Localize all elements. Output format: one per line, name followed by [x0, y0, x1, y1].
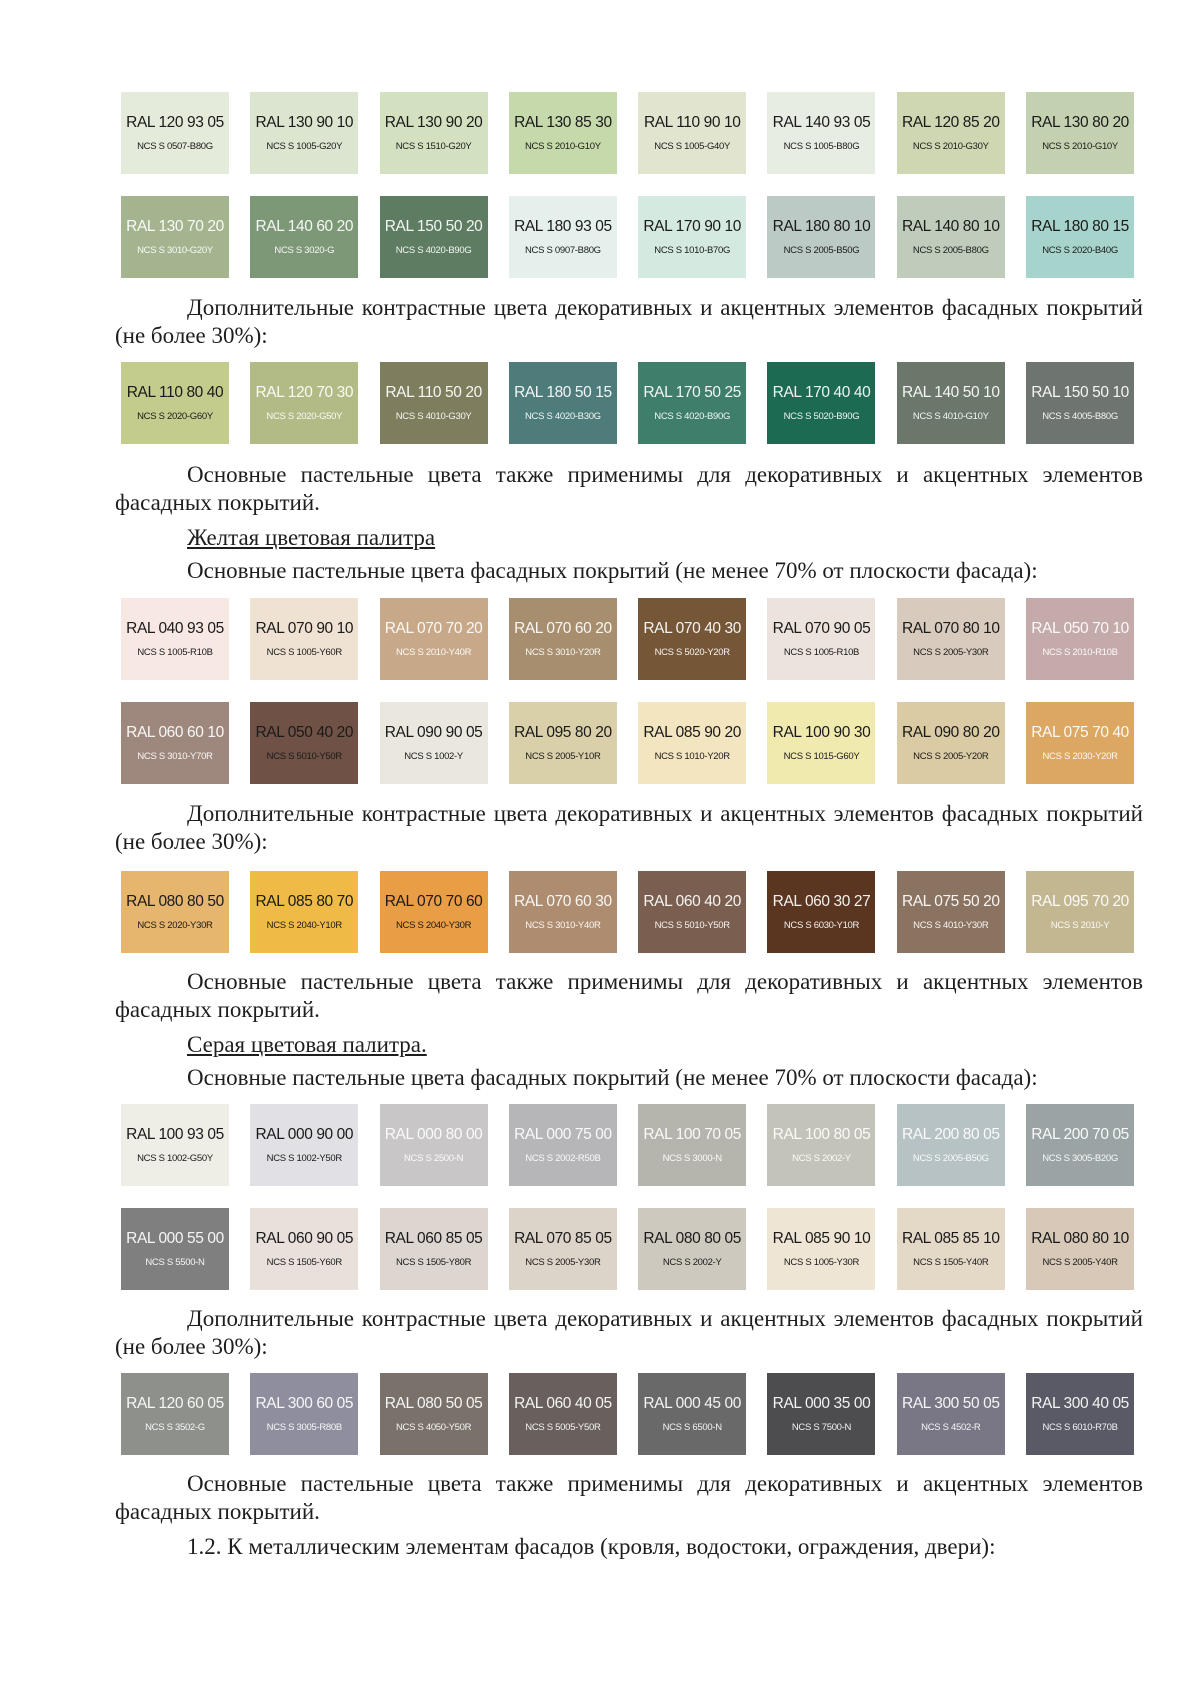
ral-code: RAL 000 90 00 — [255, 1126, 354, 1143]
color-swatch — [638, 1208, 746, 1290]
ncs-code: NCS S 2040-Y30R — [395, 920, 472, 931]
ral-code: RAL 140 60 20 — [255, 218, 354, 235]
ncs-code: NCS S 2002-Y — [792, 1153, 851, 1164]
ncs-code: NCS S 1005-R10B — [137, 647, 213, 658]
color-swatch — [638, 196, 746, 278]
pastel-note-paragraph: Основные пастельные цвета также применимы для декоративных и акцентных элементов фасадных покрытий. — [115, 1471, 1143, 1524]
ncs-code: NCS S 4010-G30Y — [395, 411, 472, 422]
color-swatch — [897, 871, 1005, 953]
color-swatch — [897, 1373, 1005, 1455]
color-swatch — [250, 598, 358, 680]
ncs-code: NCS S 1005-G40Y — [654, 141, 731, 152]
color-swatch — [638, 1373, 746, 1455]
color-swatch — [121, 871, 229, 953]
ncs-code: NCS S 1505-Y40R — [913, 1257, 989, 1268]
color-swatch — [897, 1208, 1005, 1290]
swatch-row — [121, 1208, 1134, 1290]
ncs-code: NCS S 4010-G10Y — [912, 411, 989, 422]
ral-code: RAL 000 45 00 — [643, 1395, 741, 1412]
ncs-code: NCS S 0907-B80G — [525, 245, 601, 256]
ral-code: RAL 170 40 40 — [772, 384, 871, 401]
color-swatch — [121, 1208, 229, 1290]
main-colors-line: Основные пастельные цвета фасадных покрытий (не менее 70% от плоскости фасада): — [187, 558, 1038, 583]
ral-code: RAL 200 80 05 — [901, 1126, 1000, 1143]
color-swatch — [767, 196, 875, 278]
color-swatch — [897, 702, 1005, 784]
color-swatch — [767, 871, 875, 953]
ncs-code: NCS S 2005-Y10R — [525, 751, 601, 762]
ral-code: RAL 100 80 05 — [772, 1126, 871, 1143]
color-swatch — [1026, 1104, 1134, 1186]
ncs-code: NCS S 1010-Y20R — [654, 751, 730, 762]
color-swatch — [250, 871, 358, 953]
contrast-colors-paragraph: Дополнительные контрастные цвета декоративных и акцентных элементов фасадных покрытий (не более 30%): — [115, 1306, 1143, 1359]
ral-code: RAL 120 70 30 — [255, 384, 354, 401]
ral-code: RAL 060 40 20 — [643, 893, 741, 910]
color-swatch — [638, 702, 746, 784]
color-swatch — [250, 92, 358, 174]
ncs-code: NCS S 2002-R50B — [525, 1153, 601, 1164]
color-swatch — [250, 196, 358, 278]
ral-code: RAL 170 50 25 — [643, 384, 741, 401]
ncs-code: NCS S 2002-Y — [662, 1257, 722, 1268]
color-swatch — [767, 1104, 875, 1186]
color-swatch — [380, 1208, 488, 1290]
ral-code: RAL 050 70 10 — [1031, 620, 1129, 637]
color-swatch — [638, 362, 746, 444]
color-swatch — [380, 1104, 488, 1186]
ral-code: RAL 110 80 40 — [126, 384, 224, 401]
ral-code: RAL 130 80 20 — [1031, 114, 1129, 131]
color-swatch — [1026, 1208, 1134, 1290]
ral-code: RAL 080 50 05 — [384, 1395, 483, 1412]
color-swatch — [509, 1208, 617, 1290]
swatch-row — [121, 92, 1134, 174]
ral-code: RAL 120 85 20 — [901, 114, 1000, 131]
section-heading-gray: Серая цветовая палитра. — [187, 1032, 427, 1057]
ncs-code: NCS S 5500-N — [145, 1257, 205, 1268]
ral-code: RAL 060 60 10 — [126, 724, 224, 741]
color-swatch — [121, 92, 229, 174]
color-swatch — [638, 1104, 746, 1186]
color-swatch — [897, 196, 1005, 278]
color-swatch — [380, 598, 488, 680]
ncs-code: NCS S 3005-B20G — [1042, 1153, 1118, 1164]
ral-code: RAL 080 80 10 — [1031, 1230, 1129, 1247]
color-swatch — [380, 1373, 488, 1455]
ral-code: RAL 100 93 05 — [126, 1126, 224, 1143]
ral-code: RAL 080 80 05 — [643, 1230, 741, 1247]
main-colors-line: Основные пастельные цвета фасадных покрытий (не менее 70% от плоскости фасада): — [187, 1065, 1038, 1090]
ral-code: RAL 000 80 00 — [384, 1126, 483, 1143]
ral-code: RAL 060 40 05 — [514, 1395, 612, 1412]
ral-code: RAL 050 40 20 — [255, 724, 354, 741]
ral-code: RAL 085 85 10 — [901, 1230, 1000, 1247]
color-swatch — [250, 702, 358, 784]
color-swatch — [638, 598, 746, 680]
ncs-code: NCS S 3502-G — [145, 1422, 205, 1433]
ncs-code: NCS S 7500-N — [791, 1422, 852, 1433]
ncs-code: NCS S 2020-G60Y — [137, 411, 213, 422]
ncs-code: NCS S 1002-Y50R — [266, 1153, 342, 1164]
ncs-code: NCS S 3010-Y20R — [525, 647, 601, 658]
ncs-code: NCS S 2020-G50Y — [266, 411, 343, 422]
ncs-code: NCS S 2010-R10B — [1042, 647, 1118, 658]
ncs-code: NCS S 2040-Y10R — [266, 920, 342, 931]
contrast-colors-paragraph: Дополнительные контрастные цвета декоративных и акцентных элементов фасадных покрытий (не более 30%): — [115, 801, 1143, 854]
ral-code: RAL 170 90 10 — [643, 218, 741, 235]
ral-code: RAL 075 70 40 — [1031, 724, 1129, 741]
ncs-code: NCS S 1010-B70G — [654, 245, 731, 256]
color-swatch — [897, 362, 1005, 444]
ncs-code: NCS S 1505-Y60R — [266, 1257, 342, 1268]
ncs-code: NCS S 2020-B40G — [1042, 245, 1118, 256]
ral-code: RAL 130 70 20 — [126, 218, 224, 235]
ral-code: RAL 100 70 05 — [643, 1126, 741, 1143]
ncs-code: NCS S 6010-R70B — [1042, 1422, 1118, 1433]
color-swatch — [767, 362, 875, 444]
ncs-code: NCS S 3010-Y40R — [525, 920, 601, 931]
swatch-row — [121, 598, 1134, 680]
ral-code: RAL 180 80 10 — [772, 218, 871, 235]
ncs-code: NCS S 3010-G20Y — [137, 245, 213, 256]
ncs-code: NCS S 6500-N — [662, 1422, 722, 1433]
color-swatch — [250, 1104, 358, 1186]
swatch-row — [121, 702, 1134, 784]
ncs-code: NCS S 2010-Y40R — [395, 647, 472, 658]
ral-code: RAL 085 90 10 — [772, 1230, 871, 1247]
color-swatch — [767, 1373, 875, 1455]
ral-code: RAL 060 85 05 — [384, 1230, 483, 1247]
swatch-row — [121, 196, 1134, 278]
ncs-code: NCS S 4005-B80G — [1042, 411, 1118, 422]
ncs-code: NCS S 4020-B90G — [654, 411, 731, 422]
color-swatch — [767, 1208, 875, 1290]
color-swatch — [1026, 702, 1134, 784]
color-swatch — [1026, 362, 1134, 444]
ral-code: RAL 070 60 30 — [514, 893, 612, 910]
ral-code: RAL 000 55 00 — [126, 1230, 224, 1247]
ral-code: RAL 000 75 00 — [514, 1126, 612, 1143]
color-swatch — [1026, 1373, 1134, 1455]
ral-code: RAL 085 80 70 — [255, 893, 354, 910]
ncs-code: NCS S 2005-Y20R — [913, 751, 989, 762]
ncs-code: NCS S 0507-B80G — [137, 141, 213, 152]
color-swatch — [1026, 871, 1134, 953]
swatch-row — [121, 871, 1134, 953]
ncs-code: NCS S 1505-Y80R — [395, 1257, 472, 1268]
ral-code: RAL 300 60 05 — [255, 1395, 354, 1412]
color-swatch — [1026, 598, 1134, 680]
color-swatch — [380, 362, 488, 444]
color-swatch — [509, 362, 617, 444]
ncs-code: NCS S 4050-Y50R — [395, 1422, 472, 1433]
ncs-code: NCS S 5020-B90G — [783, 411, 860, 422]
ral-code: RAL 070 70 60 — [384, 893, 483, 910]
ral-code: RAL 070 70 20 — [384, 620, 483, 637]
ncs-code: NCS S 4010-Y30R — [913, 920, 989, 931]
contrast-colors-paragraph: Дополнительные контрастные цвета декоративных и акцентных элементов фасадных покрытий (не более 30%): — [115, 295, 1143, 348]
ncs-code: NCS S 2010-Y — [1050, 920, 1110, 931]
color-swatch — [509, 871, 617, 953]
color-swatch — [380, 196, 488, 278]
color-swatch — [509, 702, 617, 784]
ral-code: RAL 095 70 20 — [1031, 893, 1129, 910]
ncs-code: NCS S 2005-B50G — [912, 1153, 989, 1164]
ncs-code: NCS S 5010-Y50R — [266, 751, 342, 762]
color-swatch — [509, 1373, 617, 1455]
ncs-code: NCS S 1005-G20Y — [266, 141, 343, 152]
ral-code: RAL 120 60 05 — [126, 1395, 224, 1412]
ral-code: RAL 140 80 10 — [901, 218, 1000, 235]
color-swatch — [380, 702, 488, 784]
color-swatch — [767, 702, 875, 784]
ral-code: RAL 000 35 00 — [772, 1395, 871, 1412]
color-swatch — [897, 1104, 1005, 1186]
ral-code: RAL 120 93 05 — [126, 114, 224, 131]
ral-code: RAL 090 80 20 — [901, 724, 1000, 741]
swatch-row — [121, 1104, 1134, 1186]
color-swatch — [638, 871, 746, 953]
metal-elements-line: 1.2. К металлическим элементам фасадов (кровля, водостоки, ограждения, двери): — [187, 1534, 996, 1559]
swatch-row — [121, 1373, 1134, 1455]
ncs-code: NCS S 2010-G10Y — [525, 141, 601, 152]
ncs-code: NCS S 1005-Y60R — [266, 647, 342, 658]
ncs-code: NCS S 1015-G60Y — [783, 751, 860, 762]
ncs-code: NCS S 1005-R10B — [783, 647, 860, 658]
ral-code: RAL 060 90 05 — [255, 1230, 354, 1247]
color-swatch — [250, 362, 358, 444]
ncs-code: NCS S 1002-Y — [404, 751, 463, 762]
section-heading-yellow: Желтая цветовая палитра — [187, 525, 436, 550]
color-swatch — [250, 1373, 358, 1455]
ral-code: RAL 040 93 05 — [126, 620, 224, 637]
ncs-code: NCS S 3010-Y70R — [137, 751, 213, 762]
ncs-code: NCS S 3000-N — [662, 1153, 722, 1164]
ral-code: RAL 080 80 50 — [126, 893, 224, 910]
ncs-code: NCS S 2500-N — [403, 1153, 464, 1164]
color-swatch — [121, 1373, 229, 1455]
ncs-code: NCS S 2005-Y30R — [913, 647, 989, 658]
ral-code: RAL 110 90 10 — [643, 114, 741, 131]
ral-code: RAL 130 85 30 — [514, 114, 612, 131]
ral-code: RAL 200 70 05 — [1031, 1126, 1129, 1143]
color-swatch — [1026, 196, 1134, 278]
ral-code: RAL 100 90 30 — [772, 724, 871, 741]
ncs-code: NCS S 2020-Y30R — [137, 920, 213, 931]
ncs-code: NCS S 1005-B80G — [783, 141, 860, 152]
color-swatch — [1026, 92, 1134, 174]
color-swatch — [509, 92, 617, 174]
ral-code: RAL 180 80 15 — [1031, 218, 1129, 235]
ral-code: RAL 095 80 20 — [514, 724, 612, 741]
ncs-code: NCS S 1002-G50Y — [137, 1153, 213, 1164]
ral-code: RAL 070 90 10 — [255, 620, 354, 637]
pastel-note-paragraph: Основные пастельные цвета также применимы для декоративных и акцентных элементов фасадных покрытий. — [115, 462, 1143, 515]
color-swatch — [121, 1104, 229, 1186]
ral-code: RAL 090 90 05 — [384, 724, 483, 741]
color-swatch — [380, 92, 488, 174]
ral-code: RAL 060 30 27 — [772, 893, 871, 910]
ncs-code: NCS S 2030-Y20R — [1042, 751, 1118, 762]
ncs-code: NCS S 2005-B50G — [783, 245, 860, 256]
ral-code: RAL 130 90 10 — [255, 114, 354, 131]
ral-code: RAL 075 50 20 — [901, 893, 1000, 910]
color-swatch — [509, 598, 617, 680]
ral-code: RAL 130 90 20 — [384, 114, 483, 131]
ncs-code: NCS S 2005-Y40R — [1042, 1257, 1118, 1268]
ral-code: RAL 300 40 05 — [1031, 1395, 1129, 1412]
ral-code: RAL 110 50 20 — [385, 384, 482, 401]
color-swatch — [767, 598, 875, 680]
ral-code: RAL 070 90 05 — [772, 620, 871, 637]
color-swatch — [121, 362, 229, 444]
color-swatch — [767, 92, 875, 174]
ral-code: RAL 070 80 10 — [901, 620, 1000, 637]
pastel-note-paragraph: Основные пастельные цвета также применимы для декоративных и акцентных элементов фасадных покрытий. — [115, 969, 1143, 1022]
color-swatch — [380, 871, 488, 953]
color-swatch — [121, 196, 229, 278]
ncs-code: NCS S 4020-B30G — [525, 411, 601, 422]
swatch-row — [121, 362, 1134, 444]
ncs-code: NCS S 2005-B80G — [912, 245, 989, 256]
color-swatch — [897, 92, 1005, 174]
ncs-code: NCS S 2010-G30Y — [912, 141, 989, 152]
color-swatch — [509, 1104, 617, 1186]
color-swatch — [250, 1208, 358, 1290]
ral-code: RAL 150 50 10 — [1031, 384, 1129, 401]
ral-code: RAL 300 50 05 — [901, 1395, 1000, 1412]
ncs-code: NCS S 2010-G10Y — [1042, 141, 1118, 152]
ncs-code: NCS S 4020-B90G — [395, 245, 472, 256]
ncs-code: NCS S 4502-R — [921, 1422, 981, 1433]
color-swatch — [121, 702, 229, 784]
ncs-code: NCS S 3005-R80B — [266, 1422, 342, 1433]
color-swatch — [638, 92, 746, 174]
ral-code: RAL 140 93 05 — [772, 114, 871, 131]
ncs-code: NCS S 1005-Y30R — [783, 1257, 860, 1268]
ncs-code: NCS S 5010-Y50R — [654, 920, 730, 931]
ral-code: RAL 070 60 20 — [514, 620, 612, 637]
ncs-code: NCS S 1510-G20Y — [395, 141, 472, 152]
ral-code: RAL 180 93 05 — [514, 218, 612, 235]
ral-code: RAL 180 50 15 — [514, 384, 612, 401]
ral-code: RAL 070 85 05 — [514, 1230, 612, 1247]
ncs-code: NCS S 3020-G — [274, 245, 335, 256]
ral-code: RAL 070 40 30 — [643, 620, 741, 637]
ral-code: RAL 085 90 20 — [643, 724, 741, 741]
ncs-code: NCS S 5005-Y50R — [525, 1422, 601, 1433]
color-swatch — [121, 598, 229, 680]
color-swatch — [897, 598, 1005, 680]
ncs-code: NCS S 2005-Y30R — [525, 1257, 601, 1268]
color-swatch — [509, 196, 617, 278]
ncs-code: NCS S 6030-Y10R — [783, 920, 860, 931]
ral-code: RAL 140 50 10 — [901, 384, 1000, 401]
ncs-code: NCS S 5020-Y20R — [654, 647, 730, 658]
ral-code: RAL 150 50 20 — [384, 218, 483, 235]
